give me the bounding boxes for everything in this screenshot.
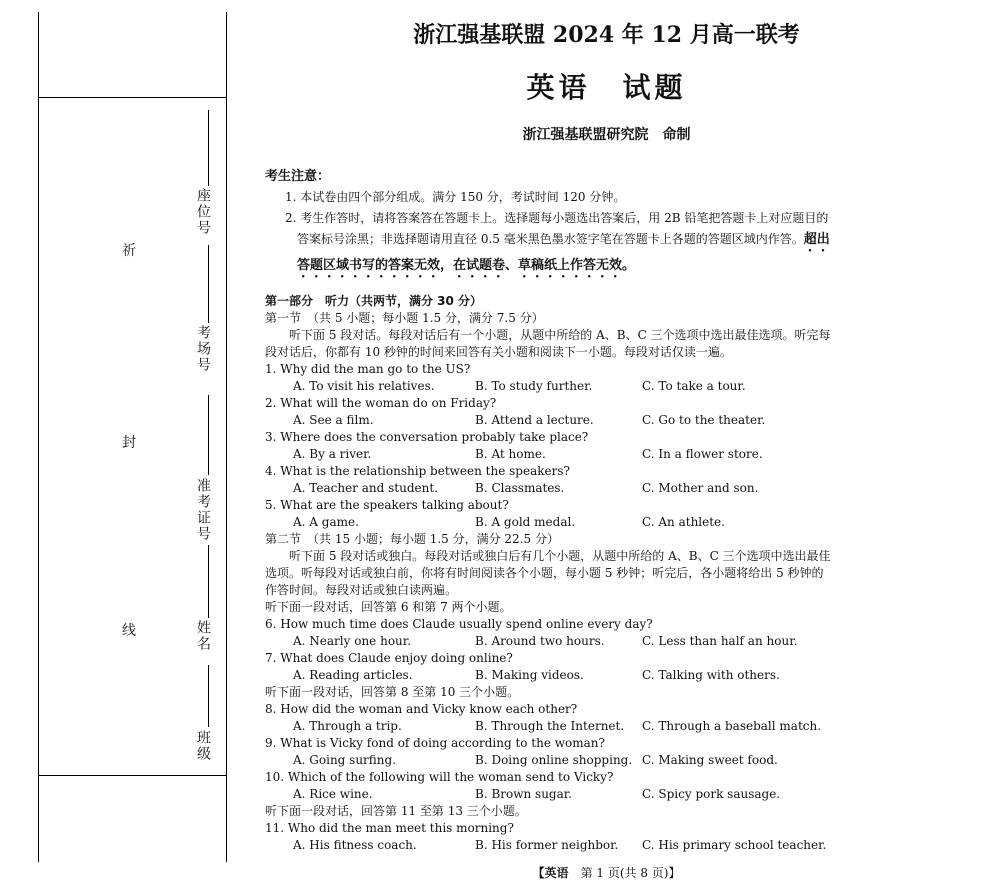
question-text: 5. What are the speakers talking about? (265, 498, 509, 512)
option-a: A. See a film. (293, 413, 374, 427)
option-c: C. Less than half an hour. (642, 634, 798, 648)
field-admission-number: 准考证号 (195, 478, 211, 542)
option-a: A. Reading articles. (293, 668, 413, 682)
notice-item-2-emphasis: 超出答题区域书写的答案无效，在试题卷、草稿纸上作答无效。 (297, 232, 830, 273)
option-a: A. To visit his relatives. (293, 379, 435, 393)
field-seat-number-line (208, 110, 209, 186)
option-c: C. Making sweet food. (642, 753, 778, 767)
option-c: C. An athlete. (642, 515, 725, 529)
question-text: 11. Who did the man meet this morning? (265, 821, 514, 835)
field-seat-number: 座位号 (195, 188, 211, 236)
question-text: 1. Why did the man go to the US? (265, 362, 471, 376)
exam-content (265, 293, 835, 854)
field-admission-number-line (208, 395, 209, 475)
margin-line-outer (38, 12, 39, 862)
margin-divider-top (38, 97, 226, 98)
question-text: 4. What is the relationship between the speakers? (265, 464, 570, 478)
notice-heading: 考生注意： (265, 169, 331, 184)
field-name-line (208, 545, 209, 618)
option-c: C. In a flower store. (642, 447, 763, 461)
question-options (265, 378, 835, 395)
option-a: A. His fitness coach. (293, 838, 417, 852)
option-a: A. A game. (293, 515, 359, 529)
part1-heading: 第一部分 听力（共两节，满分 30 分） (265, 294, 483, 308)
question-text: 10. Which of the following will the woman send to Vicky? (265, 770, 614, 784)
option-b: B. Through the Internet. (475, 719, 625, 733)
page-footer (230, 864, 983, 881)
option-b: B. Doing online shopping. (475, 753, 633, 767)
dialogue-prompt: 听下面一段对话，回答第 11 至第 13 三个小题。 (265, 804, 527, 818)
exam-organizer: 浙江强基联盟研究院 命制 (522, 127, 691, 143)
option-b: B. A gold medal. (475, 515, 576, 529)
option-c: C. To take a tour. (642, 379, 746, 393)
section1-instructions: 听下面 5 段对话。每段对话后有一个小题，从题中所给的 A、B、C 三个选项中选出最佳选项。听完每段对话后，你都有 10 秒钟的时间来回答有关小题和阅读下一小题。每段对话仅读一遍。 (265, 328, 831, 359)
option-c: C. Mother and son. (642, 481, 759, 495)
exam-subtitle: 英语 试题 (526, 71, 687, 104)
question-options (265, 514, 835, 531)
option-b: B. At home. (475, 447, 546, 461)
question-options (265, 633, 835, 650)
footer-subject: 【英语 (532, 866, 569, 880)
option-a: A. Through a trip. (293, 719, 402, 733)
option-c: C. Go to the theater. (642, 413, 766, 427)
question-text: 6. How much time does Claude usually spend online every day? (265, 617, 653, 631)
seal-char-1: 祈 (122, 243, 136, 259)
option-b: B. To study further. (475, 379, 593, 393)
option-b: B. Around two hours. (475, 634, 605, 648)
field-class-line (208, 665, 209, 727)
exam-title: 浙江强基联盟 2024 年 12 月高一联考 (413, 22, 800, 48)
question-text: 3. Where does the conversation probably take place? (265, 430, 589, 444)
question-options (265, 667, 835, 684)
question-options (265, 412, 835, 429)
question-options (265, 752, 835, 769)
notice-item-1: 1. 本试卷由四个部分组成。满分 150 分，考试时间 120 分钟。 (285, 190, 626, 204)
section2-heading: 第二节 （共 15 小题；每小题 1.5 分，满分 22.5 分） (265, 532, 559, 546)
seal-char-2: 封 (122, 435, 136, 451)
field-class: 班级 (195, 730, 211, 762)
question-options (265, 837, 835, 854)
option-a: A. Going surfing. (293, 753, 397, 767)
question-text: 9. What is Vicky fond of doing according to the woman? (265, 736, 605, 750)
question-options (265, 786, 835, 803)
section2-instructions: 听下面 5 段对话或独白。每段对话或独白后有几个小题，从题中所给的 A、B、C 三个选项中选出最佳选项。听每段对话或独白前，你将有时间阅读各个小题，每小题 5 秒钟；听完后，各小题将给出 5 秒钟的作答时间。每段对话或独白读两遍。 (265, 549, 831, 597)
candidate-notice (265, 166, 835, 281)
option-c: C. Talking with others. (642, 668, 780, 682)
dialogue-prompt: 听下面一段对话，回答第 8 至第 10 三个小题。 (265, 685, 520, 699)
question-text: 2. What will the woman do on Friday? (265, 396, 497, 410)
option-b: B. Brown sugar. (475, 787, 572, 801)
question-text: 8. How did the woman and Vicky know each other? (265, 702, 578, 716)
margin-line-inner (226, 12, 227, 862)
option-b: B. His former neighbor. (475, 838, 619, 852)
option-b: B. Making videos. (475, 668, 584, 682)
field-exam-room-line (208, 245, 209, 323)
section1-heading: 第一节 （共 5 小题；每小题 1.5 分，满分 7.5 分） (265, 311, 544, 325)
option-b: B. Attend a lecture. (475, 413, 594, 427)
option-c: C. His primary school teacher. (642, 838, 827, 852)
option-c: C. Through a baseball match. (642, 719, 822, 733)
option-a: A. Nearly one hour. (293, 634, 412, 648)
dialogue-prompt: 听下面一段对话，回答第 6 和第 7 两个小题。 (265, 600, 512, 614)
margin-divider-bottom (38, 775, 226, 776)
option-a: A. Teacher and student. (293, 481, 438, 495)
question-options (265, 446, 835, 463)
option-c: C. Spicy pork sausage. (642, 787, 781, 801)
option-a: A. Rice wine. (293, 787, 373, 801)
option-b: B. Classmates. (475, 481, 565, 495)
footer-page-number: 第 1 页(共 8 页)】 (580, 866, 681, 880)
question-options (265, 718, 835, 735)
notice-item-2-text: 2. 考生作答时，请将答案答在答题卡上。选择题每小题选出答案后，用 2B 铅笔把答题卡上对应题目的答案标号涂黑；非选择题请用直径 0.5 毫米黑色墨水签字笔在答题卡上各题的答题区域内作答。 (285, 211, 829, 246)
field-name: 姓名 (195, 620, 211, 652)
field-exam-room: 考场号 (195, 325, 211, 373)
option-a: A. By a river. (293, 447, 372, 461)
question-options (265, 480, 835, 497)
seal-char-3: 线 (122, 623, 136, 639)
question-text: 7. What does Claude enjoy doing online? (265, 651, 513, 665)
notice-item-2 (265, 208, 835, 281)
